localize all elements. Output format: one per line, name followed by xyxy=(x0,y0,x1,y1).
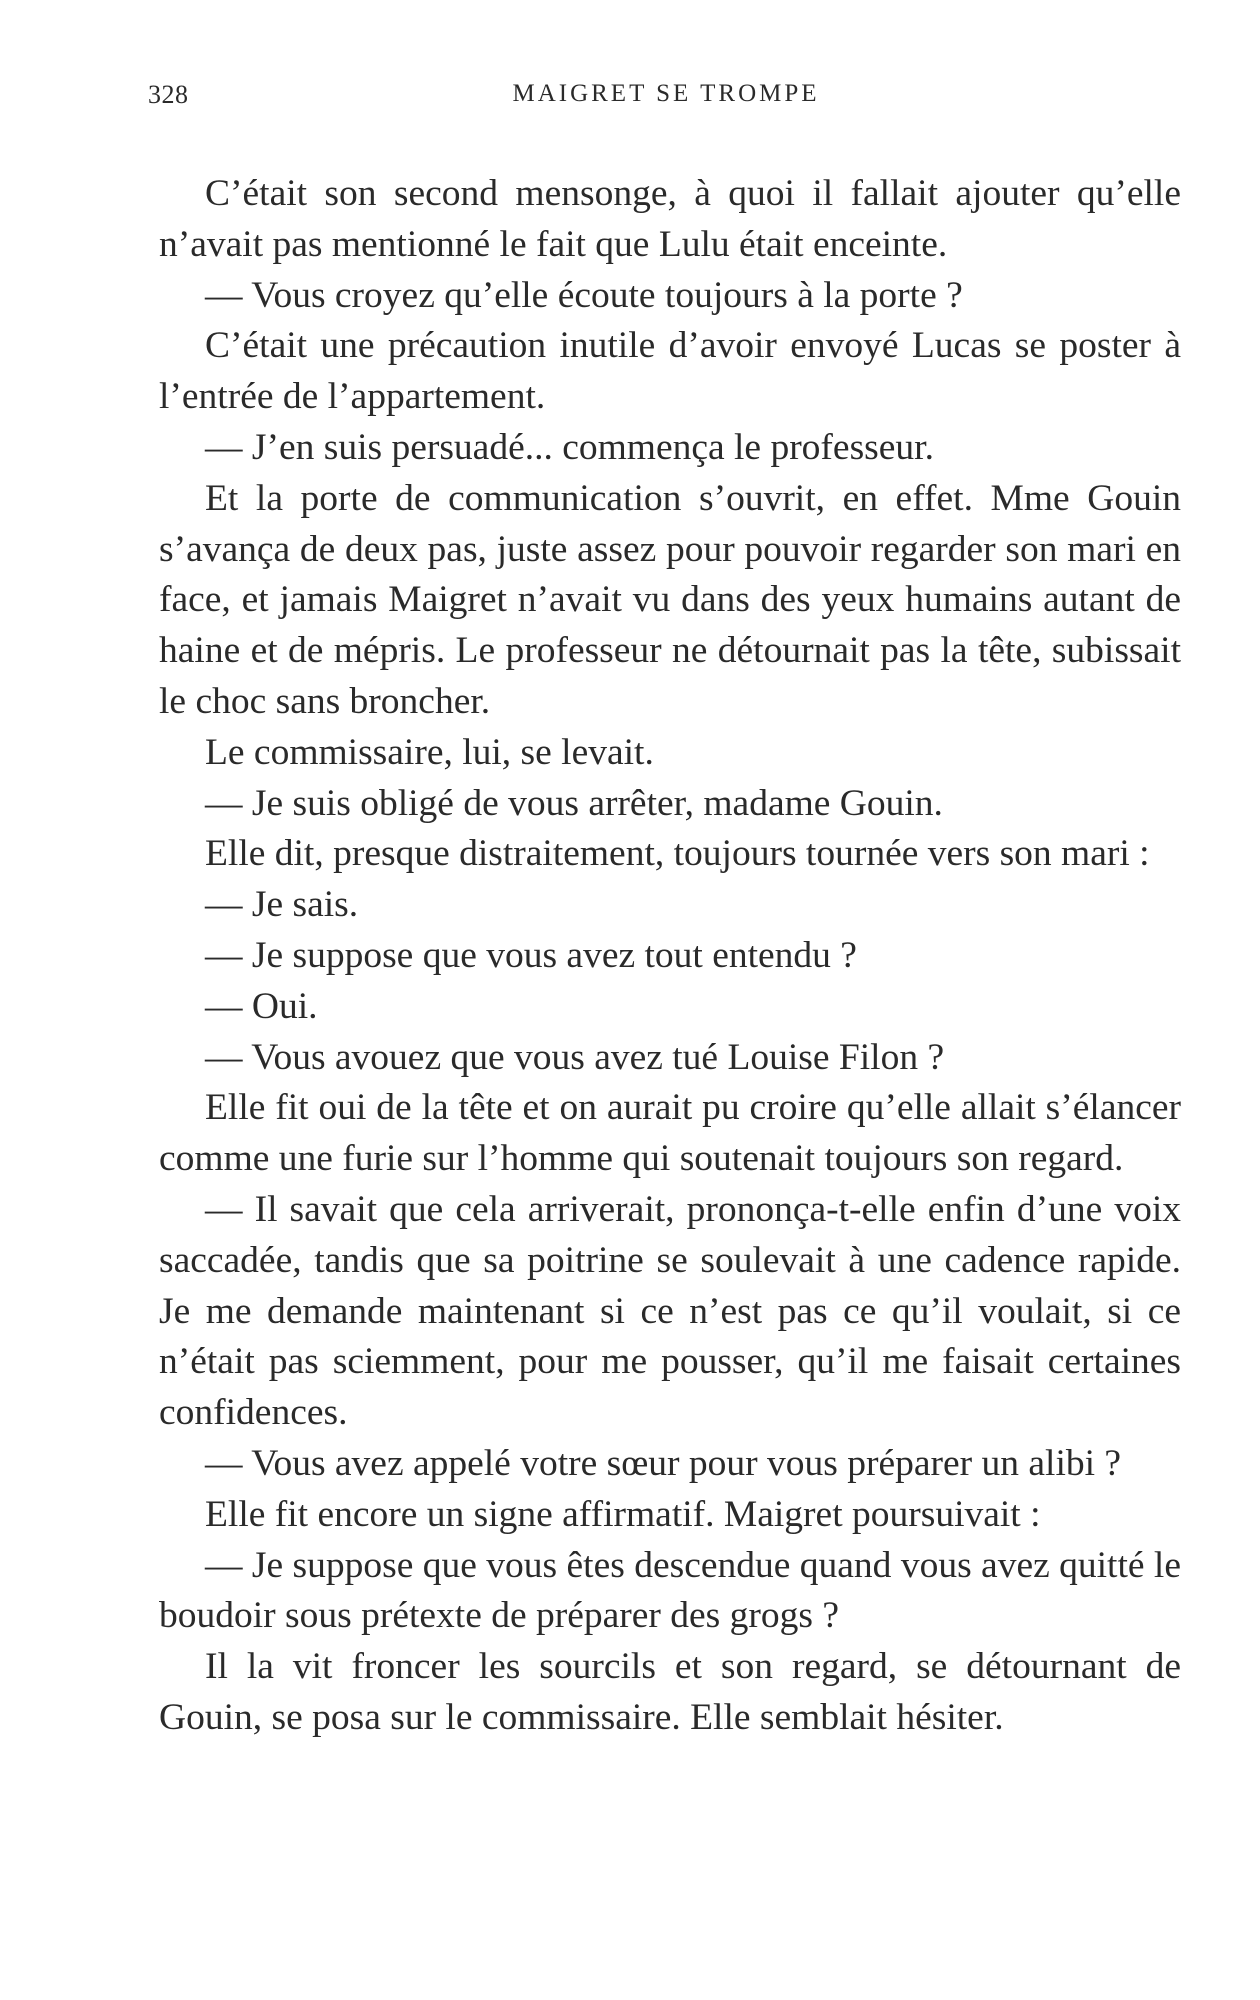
dialogue-line: — Vous avez appelé votre sœur pour vous préparer un alibi ? xyxy=(205,1442,1122,1484)
paragraph: Elle fit oui de la tête et on aurait pu croire qu’elle allait s’élancer comme une furie sur l’homme qui soutenait toujours son regard. xyxy=(159,1087,1181,1180)
paragraph: C’était une précaution inutile d’avoir envoyé Lucas se poster à l’entrée de l’appartement. xyxy=(159,325,1181,418)
dialogue-line: — Je sais. xyxy=(205,884,359,926)
paragraph: C’était son second mensonge, à quoi il fallait ajouter qu’elle n’avait pas mentionné le fait que Lulu était enceinte. xyxy=(159,173,1181,265)
body-text xyxy=(159,169,1181,1744)
paragraph: Et la porte de communication s’ouvrit, en effet. Mme Gouin s’avança de deux pas, juste assez pour pouvoir regarder son mari en face, et jamais Maigret n’avait vu dans des yeux humains autant de haine et de mépris. Le professeur ne détournait pas la tête, subissait le choc sans broncher. xyxy=(159,477,1181,722)
paragraph: Elle dit, presque distraitement, toujours tournée vers son mari : xyxy=(205,833,1150,875)
dialogue-line: — Je suis obligé de vous arrêter, madame Gouin. xyxy=(205,782,943,824)
dialogue-line: — Vous croyez qu’elle écoute toujours à la porte ? xyxy=(205,274,963,316)
dialogue-line: — Il savait que cela arriverait, prononça-t-elle enfin d’une voix saccadée, tandis que sa poitrine se soulevait à une cadence rapide. Je me demande maintenant si ce n’est pas ce qu’il voulait, si ce n’était pas sciemment, pour me pousser, qu’il me faisait certaines confidences. xyxy=(159,1188,1181,1434)
dialogue-line: — Je suppose que vous avez tout entendu ? xyxy=(205,934,857,976)
dialogue-line: — Je suppose que vous êtes descendue quand vous avez quitté le boudoir sous prétexte de préparer des grogs ? xyxy=(159,1544,1181,1637)
paragraph: Elle fit encore un signe affirmatif. Maigret poursuivait : xyxy=(205,1493,1041,1535)
paragraph: Il la vit froncer les sourcils et son regard, se détournant de Gouin, se posa sur le commissaire. Elle semblait hésiter. xyxy=(159,1646,1181,1738)
dialogue-line: — Oui. xyxy=(205,985,318,1027)
running-head xyxy=(148,80,1184,120)
running-title: MAIGRET SE TROMPE xyxy=(512,80,820,107)
dialogue-line: — J’en suis persuadé... commença le professeur. xyxy=(205,426,934,468)
dialogue-line: — Vous avouez que vous avez tué Louise Filon ? xyxy=(205,1036,945,1078)
page-number: 328 xyxy=(148,80,189,109)
paragraph: Le commissaire, lui, se levait. xyxy=(205,731,654,773)
